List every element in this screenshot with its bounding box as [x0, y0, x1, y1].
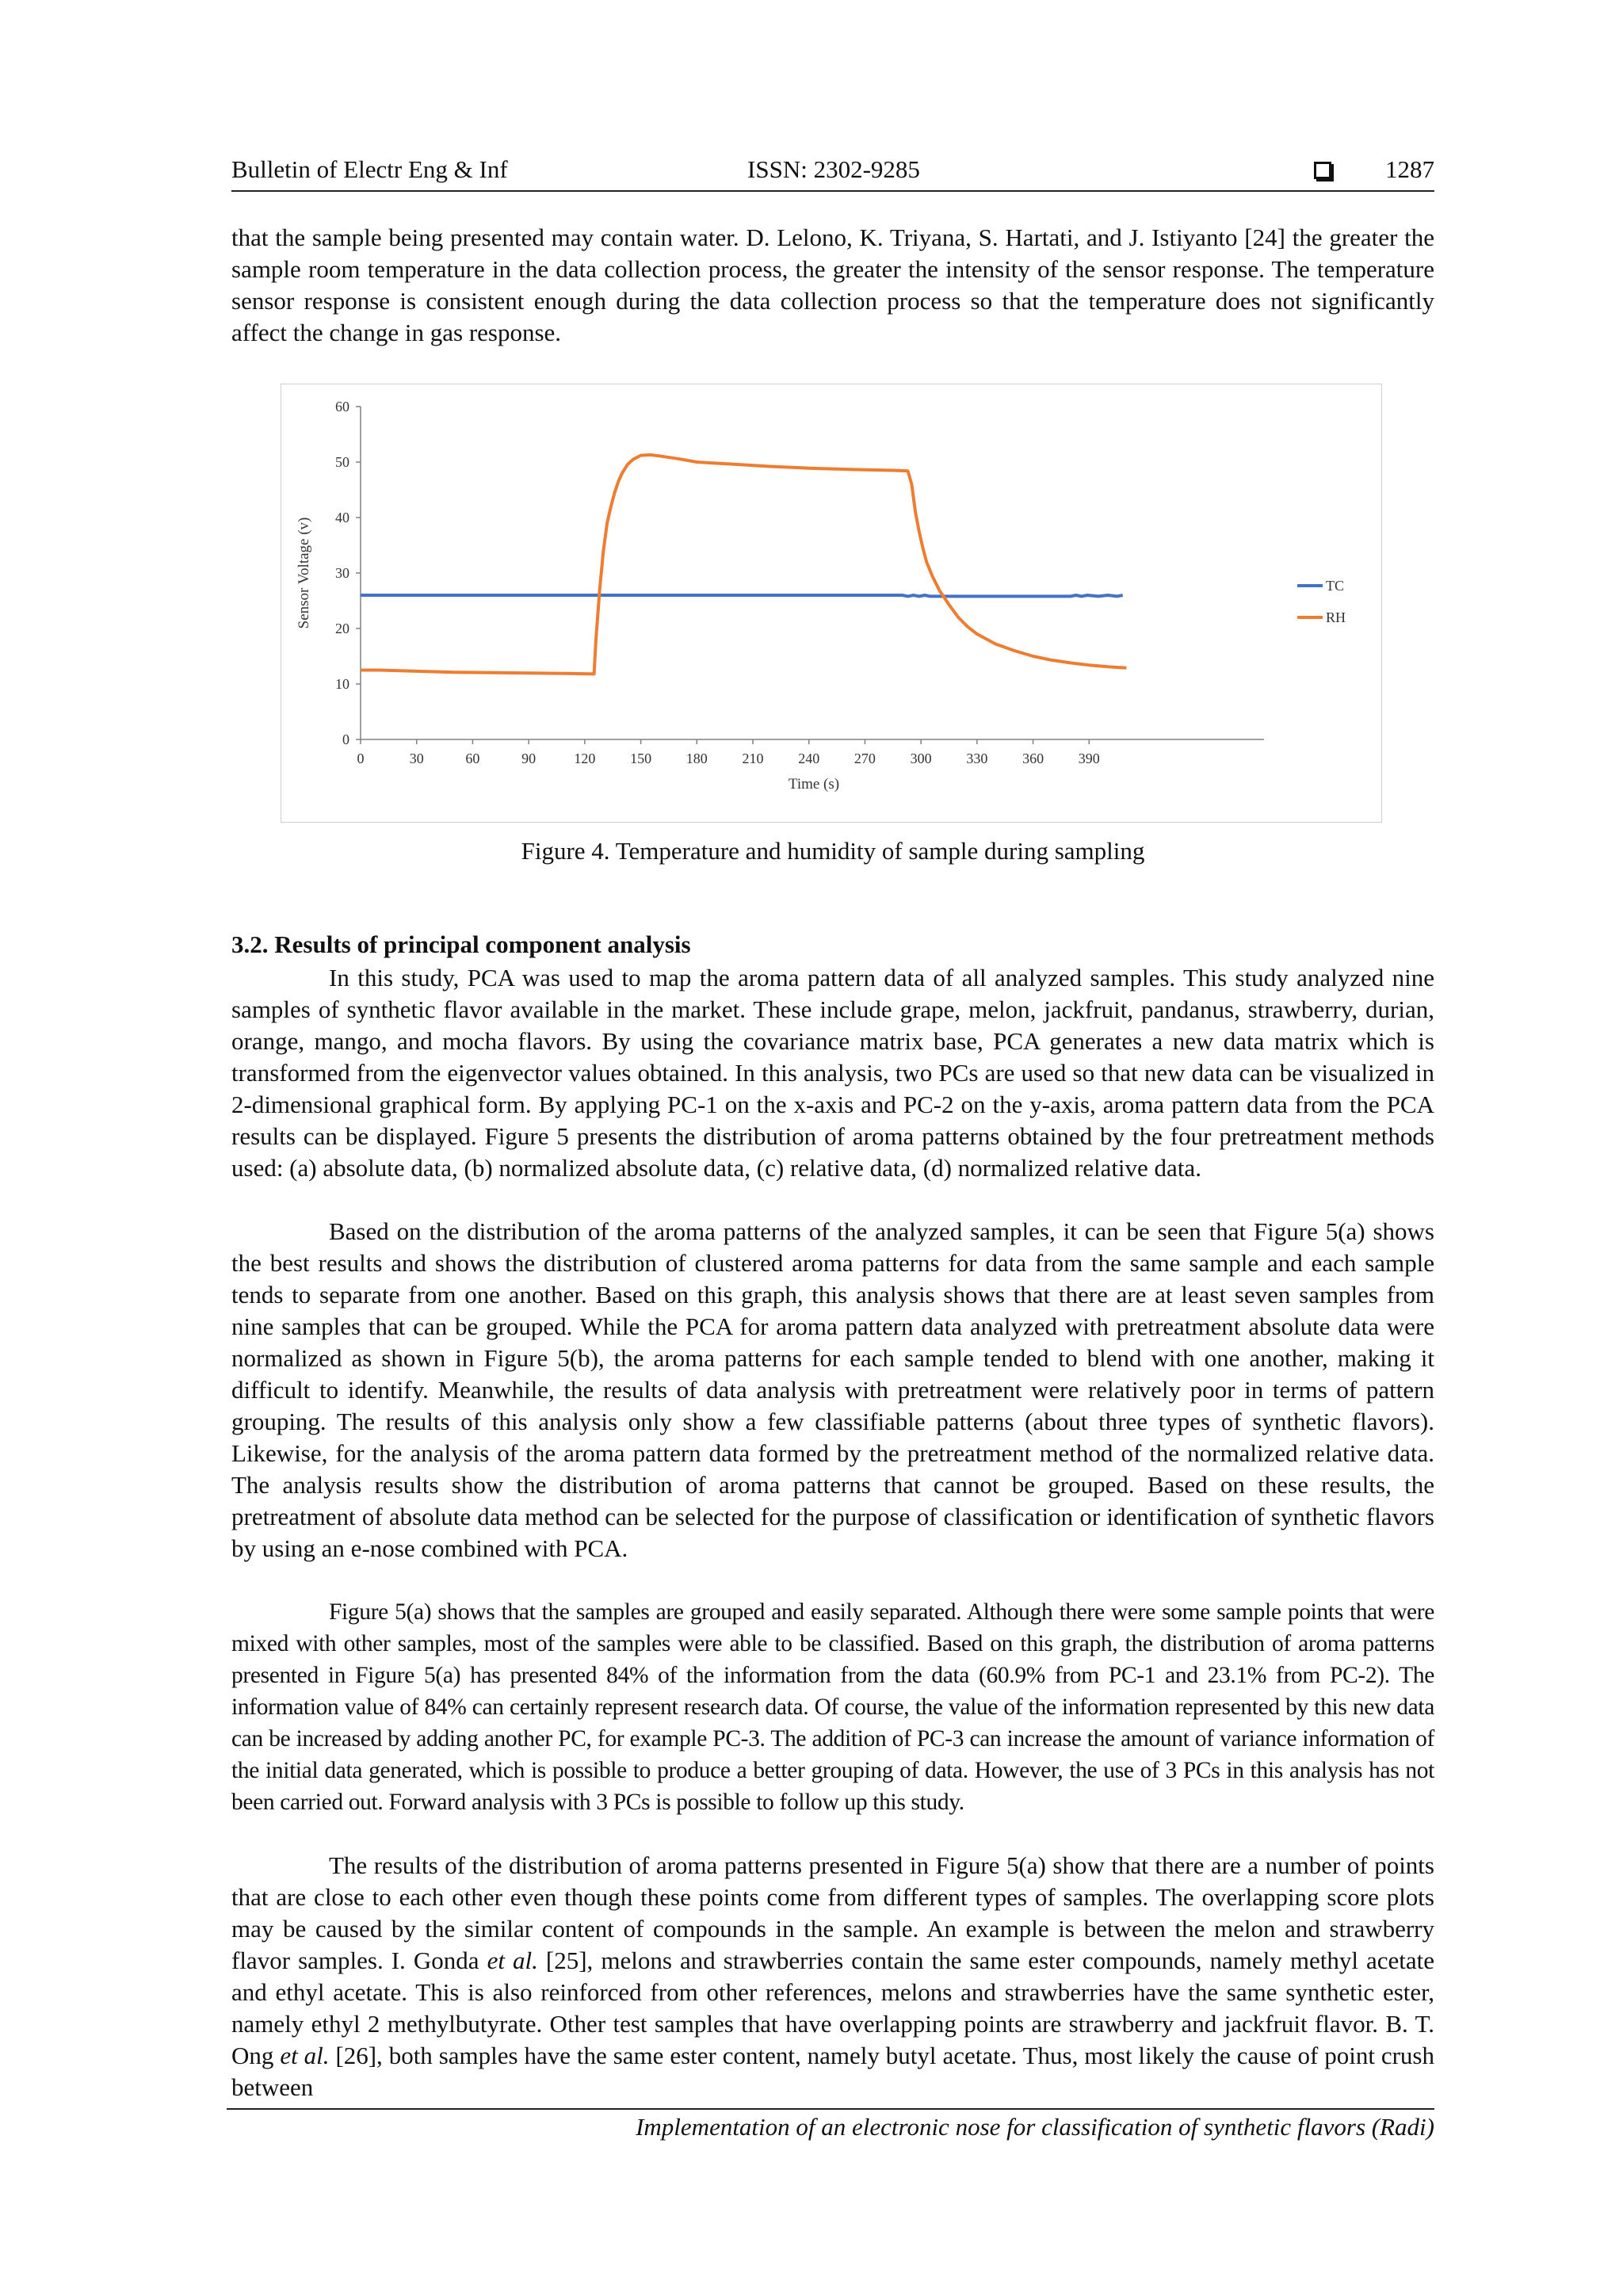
series-line-tc — [361, 595, 1123, 596]
y-tick-label: 10 — [335, 676, 349, 692]
x-tick-label: 210 — [742, 751, 764, 766]
page-number: 1287 — [1385, 155, 1434, 183]
issn: ISSN: 2302-9285 — [747, 155, 920, 183]
figure-caption: Figure 4. Temperature and humidity of sample during sampling — [521, 837, 1145, 865]
x-tick-label: 390 — [1078, 751, 1100, 766]
x-axis-label: Time (s) — [788, 776, 840, 793]
x-tick-label: 30 — [409, 751, 424, 766]
x-tick-label: 90 — [521, 751, 537, 766]
overlap-text-2: [25], melons and strawberries contain the same ester compounds, namely methyl acetate and ethyl acetate. This is also reinforced from other references, melons and strawberries have the same synthetic ester, namely ethyl 2 methylbutyrate. Other test samples that have overlapping points are strawberry and jackfruit flavor. B. T. Ong — [231, 1946, 1434, 2069]
page-footer: Implementation of an electronic nose for classification of synthetic flavors (Radi) — [636, 2113, 1434, 2141]
y-tick-label: 60 — [335, 399, 349, 415]
y-tick-label: 40 — [335, 510, 349, 525]
legend-label-rh: RH — [1326, 609, 1346, 625]
journal-name: Bulletin of Electr Eng & Inf — [231, 155, 508, 183]
footer-rule — [227, 2108, 1434, 2110]
x-tick-label: 180 — [685, 751, 708, 766]
paragraph-pca-intro: In this study, PCA was used to map the aroma pattern data of all analyzed samples. This study analyzed nine samples of synthetic flavor available in the market. These include grape, melon, jackfruit, pandanus, strawberry, durian, orange, mango, and mocha flavors. By using the covariance matrix base, PCA generates a new data matrix which is transformed from the eigenvector values obtained. In this analysis, two PCs are used so that new data can be visualized in 2-dimensional graphical form. By applying PC-1 on the x-axis and PC-2 on the y-axis, aroma pattern data from the PCA results can be displayed. Figure 5 presents the distribution of aroma patterns obtained by the four pretreatment methods used: (a) absolute data, (b) normalized absolute data, (c) relative data, (d) normalized relative data. — [231, 964, 1434, 1182]
section-heading: 3.2. Results of principal component analysis — [231, 930, 691, 958]
y-tick-label: 20 — [335, 621, 349, 636]
y-tick-label: 50 — [335, 454, 349, 470]
legend-label-tc: TC — [1326, 578, 1345, 594]
x-tick-label: 150 — [630, 751, 652, 766]
square-icon — [1314, 162, 1331, 179]
figure-4 — [281, 384, 1382, 823]
paragraph-intro: that the sample being presented may contain water. D. Lelono, K. Triyana, S. Hartati, and J. Istiyanto [24] the greater the sample room temperature in the data collection process, the greater the intensity of the sensor response. The temperature sensor response is consistent enough during the data collection process so that the temperature does not significantly affect the change in gas response. — [231, 223, 1434, 346]
et-al-1: et al. — [487, 1946, 538, 1974]
paragraph-overlap — [231, 1850, 1434, 2103]
x-tick-label: 270 — [854, 751, 876, 766]
x-tick-label: 360 — [1022, 751, 1044, 766]
line-chart — [281, 384, 1381, 822]
paragraph-distribution: Based on the distribution of the aroma patterns of the analyzed samples, it can be seen that Figure 5(a) shows the best results and shows the distribution of clustered aroma patterns for data from the same sample and each sample tends to separate from one another. Based on this graph, this analysis shows that there are at least seven samples from nine samples that can be grouped. While the PCA for aroma pattern data analyzed with pretreatment absolute data were normalized as shown in Figure 5(b), the aroma patterns for each sample tended to blend with one another, making it difficult to identify. Meanwhile, the results of data analysis with pretreatment were relatively poor in terms of pattern grouping. The results of this analysis only show a few classifiable patterns (about three types of synthetic flavors). Likewise, for the analysis of the aroma pattern data formed by the pretreatment method of the normalized relative data. The analysis results show the distribution of aroma patterns that cannot be grouped. Based on these results, the pretreatment of absolute data method can be selected for the purpose of classification or identification of synthetic flavors by using an e-nose combined with PCA. — [231, 1217, 1434, 1562]
y-tick-label: 30 — [335, 565, 349, 581]
series-line-rh — [361, 455, 1126, 674]
x-tick-label: 330 — [966, 751, 988, 766]
y-tick-label: 0 — [342, 732, 349, 747]
y-axis-label: Sensor Voltage (v) — [296, 517, 312, 629]
x-tick-label: 300 — [910, 751, 932, 766]
x-tick-label: 120 — [574, 751, 596, 766]
overlap-text-3: [26], both samples have the same ester content, namely butyl acetate. Thus, most likely the cause of point crush between — [231, 2042, 1434, 2101]
overlap-text-1: The results of the distribution of aroma patterns presented in Figure 5(a) show that there are a number of points that are close to each other even though these points come from different types of samples. The overlapping score plots may be caused by the similar content of compounds in the sample. An example is between the melon and strawberry flavor samples. I. Gonda — [231, 1851, 1434, 1974]
paragraph-figure5a: Figure 5(a) shows that the samples are grouped and easily separated. Although there were some sample points that were mixed with other samples, most of the samples were able to be classified. Based on this graph, the distribution of aroma patterns presented in Figure 5(a) has presented 84% of the information from the data (60.9% from PC-1 and 23.1% from PC-2). The information value of 84% can certainly represent research data. Of course, the value of the information represented by this new data can be increased by adding another PC, for example PC-3. The addition of PC-3 can increase the amount of variance information of the initial data generated, which is possible to produce a better grouping of data. However, the use of 3 PCs in this analysis has not been carried out. Forward analysis with 3 PCs is possible to follow up this study. — [231, 1599, 1434, 1815]
et-al-2: et al. — [280, 2042, 330, 2069]
page-header — [231, 155, 1434, 192]
x-tick-label: 60 — [465, 751, 480, 766]
x-tick-label: 240 — [798, 751, 820, 766]
x-tick-label: 0 — [357, 751, 365, 766]
